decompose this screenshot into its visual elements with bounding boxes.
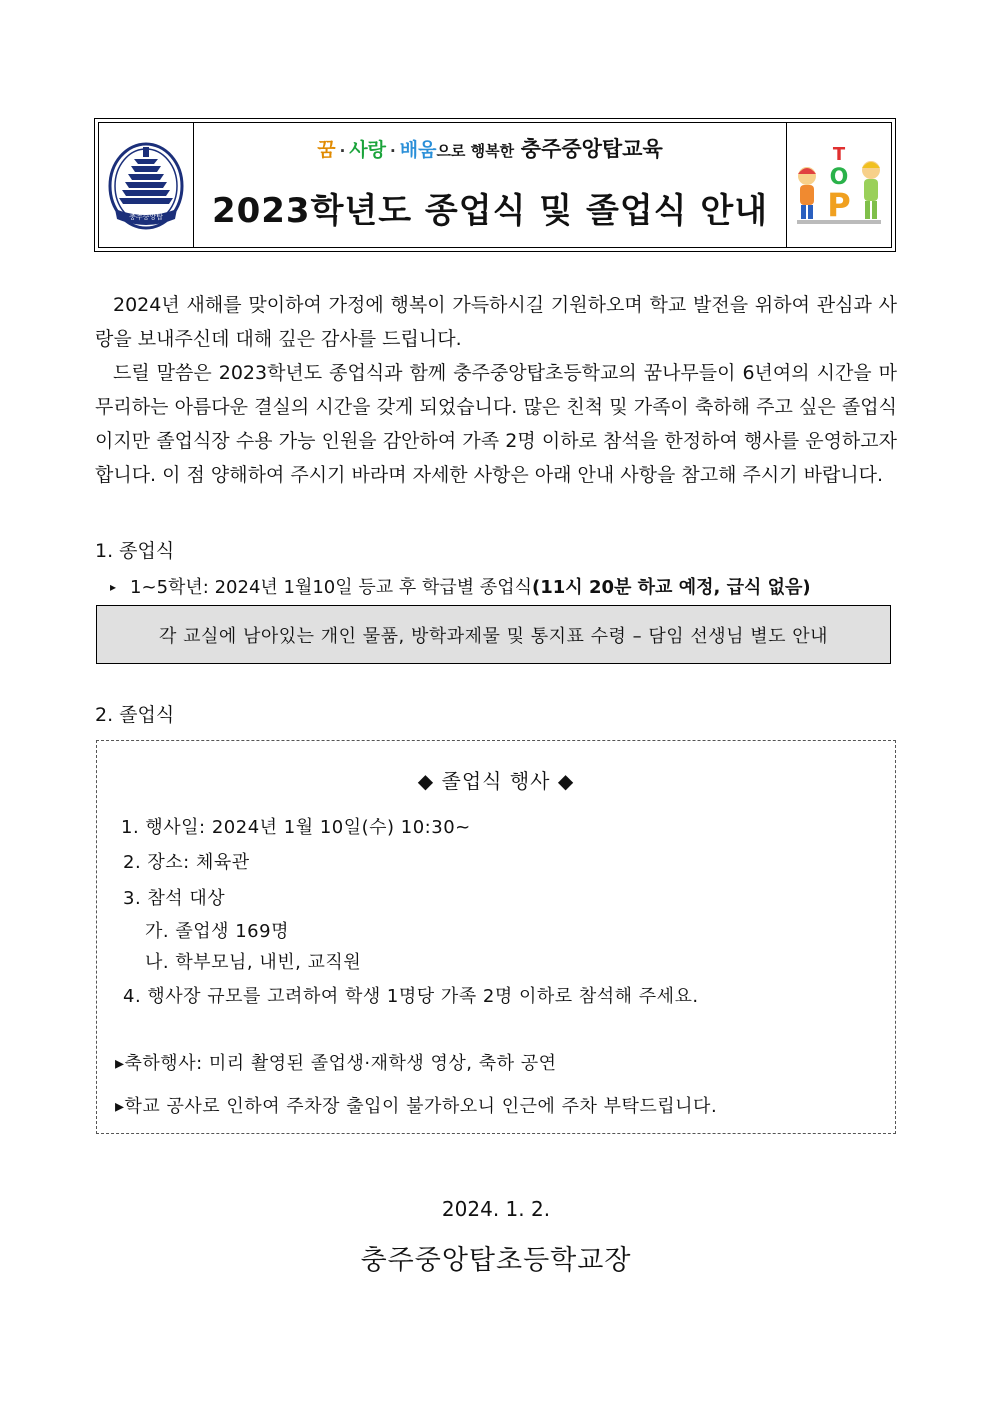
bullet-dismissal: (11시 20분 하교 예정, 급식 없음): [532, 577, 811, 598]
top-letter-t: T: [832, 144, 846, 165]
intro-text-2: 드릴 말씀은 2023학년도 종업식과 함께 충주중앙탑초등학교의 꿈나무들이 6년여의 시간을 마무리하는 아름다운 결실의 시간을 갖게 되었습니다. 많은 친척 및 가족이 축하해 주고 싶은 졸업식이지만 졸업식장 수용 가능 인원을 감안하여 가족 2명 이하로 참석을 한정하여 행사를 운영하고자 합니다. 이 점 양해하여 주시기 바라며 자세한 사항은 아래 안내 사항을 참고해 주시기 바랍니다.: [95, 362, 897, 486]
bullet-schedule: : 2024년 1월10일 등교 후 학급별 종업식: [202, 577, 533, 598]
top-mascot-cell: [787, 123, 891, 247]
slogan-word-learning: 배움: [399, 139, 437, 161]
graduation-event-box: [96, 740, 896, 1134]
event-box-title: ◆ 졸업식 행사 ◆: [417, 769, 575, 793]
signer-name: 충주중앙탑초등학교장: [360, 1245, 632, 1276]
event-note-celebration: ▸축하행사: 미리 촬영된 졸업생·재학생 영상, 축하 공연: [115, 1053, 557, 1074]
intro-paragraph-1: [95, 288, 897, 356]
header-inner-frame: [98, 122, 892, 248]
event-item-attendees: 3. 참석 대상: [123, 888, 226, 909]
notice-text: 각 교실에 남아있는 개인 물품, 방학과제물 및 통지표 수령 – 담임 선생님 별도 안내: [158, 625, 829, 647]
emblem-caption: 충주중앙탑: [129, 213, 163, 221]
slogan-word-dream: 꿈: [317, 139, 336, 161]
top-letter-o: O: [829, 165, 849, 190]
top-mascot-logo-icon: [791, 140, 887, 230]
event-item-place: 2. 장소: 체육관: [123, 852, 250, 873]
header-title-cell: [194, 123, 787, 247]
school-pagoda-emblem-icon: [107, 139, 185, 231]
intro-paragraph-2: [95, 356, 897, 492]
slogan-separator: ·: [390, 142, 396, 160]
slogan-word-love: 사랑: [349, 139, 387, 161]
section-1-heading: 1. 종업식: [95, 540, 175, 562]
event-item-date: 1. 행사일: 2024년 1월 10일(수) 10:30~: [121, 817, 471, 838]
bullet-grades: 1~5학년: [130, 577, 203, 598]
section-1-bullet: [110, 573, 896, 599]
slogan-separator: ·: [339, 142, 346, 160]
intro-text-1: 2024년 새해를 맞이하여 가정에 행복이 가득하시길 기원하오며 학교 발전을 위하여 관심과 사랑을 보내주신데 대해 깊은 감사를 드립니다.: [95, 294, 897, 350]
section-2-heading: 2. 졸업식: [95, 704, 175, 726]
page-title: 2023학년도 종업식 및 졸업식 안내: [211, 191, 769, 231]
slogan-connector: 으로 행복한: [436, 142, 515, 160]
event-item-limit: 4. 행사장 규모를 고려하여 학생 1명당 가족 2명 이하로 참석해 주세요.: [123, 986, 699, 1007]
event-item-guests: 나. 학부모님, 내빈, 교직원: [145, 952, 362, 973]
event-note-parking: ▸학교 공사로 인하여 주차장 출입이 불가하오니 인근에 주차 부탁드립니다.: [115, 1096, 718, 1117]
event-item-graduates: 가. 졸업생 169명: [145, 921, 289, 942]
slogan: [194, 133, 786, 163]
school-emblem-cell: [99, 123, 194, 247]
bullet-triangle-icon: ▸: [110, 580, 117, 594]
header-box: [94, 118, 896, 252]
top-letter-p: P: [827, 186, 851, 224]
notice-box: [96, 605, 891, 664]
slogan-tail: 충주중앙탑교육: [520, 137, 663, 161]
document-date: 2024. 1. 2.: [441, 1197, 551, 1221]
